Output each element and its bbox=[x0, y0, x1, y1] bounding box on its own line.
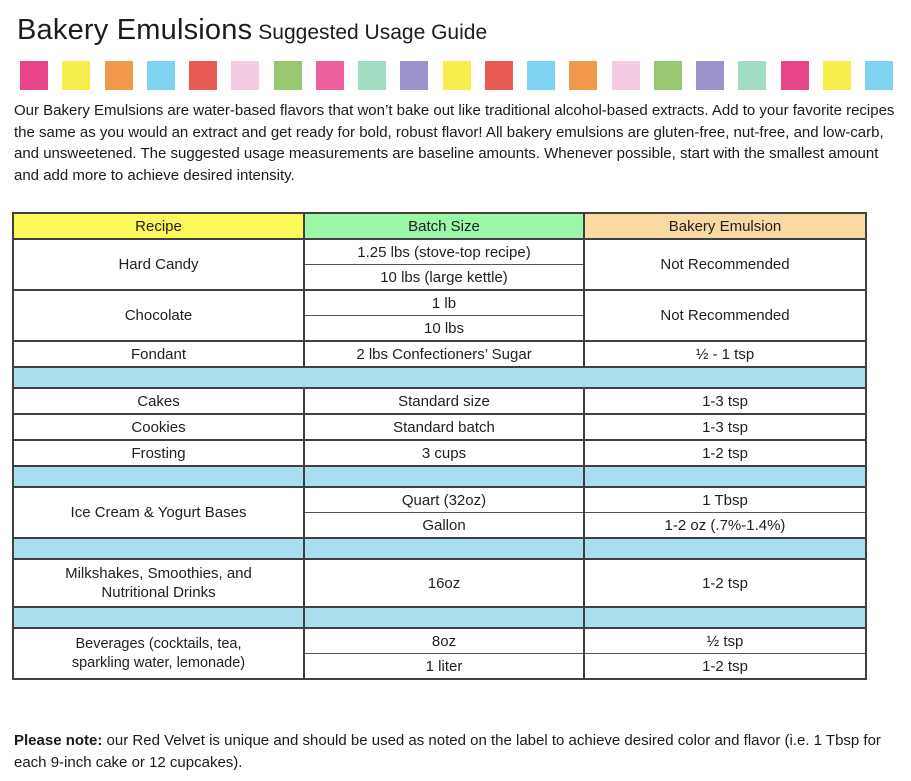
recipe-hard-candy: Hard Candy bbox=[13, 239, 304, 290]
color-swatch bbox=[527, 61, 555, 90]
color-swatch bbox=[358, 61, 386, 90]
recipe-frosting: Frosting bbox=[13, 440, 304, 466]
batch-beverages-liter: 1 liter bbox=[304, 654, 584, 680]
emulsion-fondant: ½ - 1 tsp bbox=[584, 341, 866, 367]
batch-ice-cream-gallon: Gallon bbox=[304, 513, 584, 539]
separator-row-1 bbox=[13, 367, 866, 388]
separator-cell bbox=[13, 538, 304, 559]
separator-row-2 bbox=[13, 466, 866, 487]
color-swatch bbox=[569, 61, 597, 90]
emulsion-milkshakes: 1-2 tsp bbox=[584, 559, 866, 607]
batch-chocolate-2: 10 lbs bbox=[304, 316, 584, 342]
emulsion-chocolate: Not Recommended bbox=[584, 290, 866, 341]
recipe-beverages bbox=[13, 628, 304, 679]
color-swatch bbox=[189, 61, 217, 90]
color-swatch bbox=[738, 61, 766, 90]
separator-cell bbox=[584, 538, 866, 559]
batch-beverages-8oz: 8oz bbox=[304, 628, 584, 654]
emulsion-hard-candy: Not Recommended bbox=[584, 239, 866, 290]
table-header-row bbox=[13, 213, 866, 239]
batch-chocolate-1: 1 lb bbox=[304, 290, 584, 316]
color-swatch bbox=[400, 61, 428, 90]
separator-cell bbox=[584, 607, 866, 628]
title-main: Bakery Emulsions bbox=[17, 14, 253, 46]
note-body: our Red Velvet is unique and should be used as noted on the label to achieve desired color and flavor (i.e. 1 Tbsp for each 9-inch cake or 12 cupcakes). bbox=[14, 732, 881, 772]
batch-cakes: Standard size bbox=[304, 388, 584, 414]
separator-cell bbox=[304, 538, 584, 559]
emulsion-ice-cream-quart: 1 Tbsp bbox=[584, 487, 866, 513]
batch-milkshakes: 16oz bbox=[304, 559, 584, 607]
table-row-cookies bbox=[13, 414, 866, 440]
color-swatch bbox=[316, 61, 344, 90]
table-row-chocolate bbox=[13, 290, 866, 316]
separator-row-4 bbox=[13, 607, 866, 628]
emulsion-ice-cream-gallon: 1-2 oz (.7%-1.4%) bbox=[584, 513, 866, 539]
recipe-cookies: Cookies bbox=[13, 414, 304, 440]
emulsion-beverages-liter: 1-2 tsp bbox=[584, 654, 866, 680]
table-row-beverages bbox=[13, 628, 866, 654]
separator-cell bbox=[13, 367, 866, 388]
separator-row-3 bbox=[13, 538, 866, 559]
table-row-hard-candy bbox=[13, 239, 866, 265]
usage-table bbox=[12, 212, 867, 680]
color-swatch bbox=[823, 61, 851, 90]
emulsion-beverages-8oz: ½ tsp bbox=[584, 628, 866, 654]
batch-hard-candy-1: 1.25 lbs (stove-top recipe) bbox=[304, 239, 584, 265]
color-swatch bbox=[443, 61, 471, 90]
separator-cell bbox=[304, 466, 584, 487]
recipe-chocolate: Chocolate bbox=[13, 290, 304, 341]
table-row-ice-cream bbox=[13, 487, 866, 513]
emulsion-cookies: 1-3 tsp bbox=[584, 414, 866, 440]
table-row-fondant bbox=[13, 341, 866, 367]
color-swatch bbox=[147, 61, 175, 90]
recipe-fondant: Fondant bbox=[13, 341, 304, 367]
recipe-milkshakes-line2: Nutritional Drinks bbox=[101, 584, 216, 602]
footer-note bbox=[14, 730, 900, 774]
batch-frosting: 3 cups bbox=[304, 440, 584, 466]
color-swatch bbox=[105, 61, 133, 90]
separator-cell bbox=[304, 607, 584, 628]
color-strip bbox=[20, 61, 893, 90]
batch-ice-cream-quart: Quart (32oz) bbox=[304, 487, 584, 513]
intro-paragraph: Our Bakery Emulsions are water-based flavors that won’t bake out like traditional alcohol-based extracts. Add to your favorite recipes the same as you would an extract and get ready for bold, robust flavor! All bakery emulsions are gluten-free, nut-free, and low-carb, and unsweetened. The suggested usage measurements are baseline amounts. Whenever possible, start with the smallest amount and add more to achieve desired intensity. bbox=[14, 102, 895, 184]
page-title bbox=[17, 8, 898, 48]
table-row-milkshakes bbox=[13, 559, 866, 607]
batch-hard-candy-2: 10 lbs (large kettle) bbox=[304, 265, 584, 291]
header-recipe: Recipe bbox=[13, 213, 304, 239]
batch-fondant: 2 lbs Confectioners’ Sugar bbox=[304, 341, 584, 367]
separator-cell bbox=[13, 607, 304, 628]
separator-cell bbox=[584, 466, 866, 487]
recipe-beverages-line2: sparkling water, lemonade) bbox=[71, 654, 246, 671]
color-swatch bbox=[274, 61, 302, 90]
emulsion-frosting: 1-2 tsp bbox=[584, 440, 866, 466]
color-swatch bbox=[781, 61, 809, 90]
recipe-ice-cream: Ice Cream & Yogurt Bases bbox=[13, 487, 304, 538]
color-swatch bbox=[612, 61, 640, 90]
recipe-cakes: Cakes bbox=[13, 388, 304, 414]
color-swatch bbox=[485, 61, 513, 90]
header-bakery-emulsion: Bakery Emulsion bbox=[584, 213, 866, 239]
table-row-frosting bbox=[13, 440, 866, 466]
color-swatch bbox=[696, 61, 724, 90]
color-swatch bbox=[865, 61, 893, 90]
color-swatch bbox=[654, 61, 682, 90]
recipe-milkshakes-line1: Milkshakes, Smoothies, and bbox=[65, 564, 252, 582]
separator-cell bbox=[13, 466, 304, 487]
color-swatch bbox=[20, 61, 48, 90]
emulsion-cakes: 1-3 tsp bbox=[584, 388, 866, 414]
title-sub: Suggested Usage Guide bbox=[258, 21, 488, 44]
recipe-milkshakes bbox=[13, 559, 304, 607]
header-batch-size: Batch Size bbox=[304, 213, 584, 239]
table-row-cakes bbox=[13, 388, 866, 414]
batch-cookies: Standard batch bbox=[304, 414, 584, 440]
note-lead: Please note: bbox=[14, 732, 103, 750]
color-swatch bbox=[231, 61, 259, 90]
color-swatch bbox=[62, 61, 90, 90]
recipe-beverages-line1: Beverages (cocktails, tea, bbox=[75, 635, 242, 652]
